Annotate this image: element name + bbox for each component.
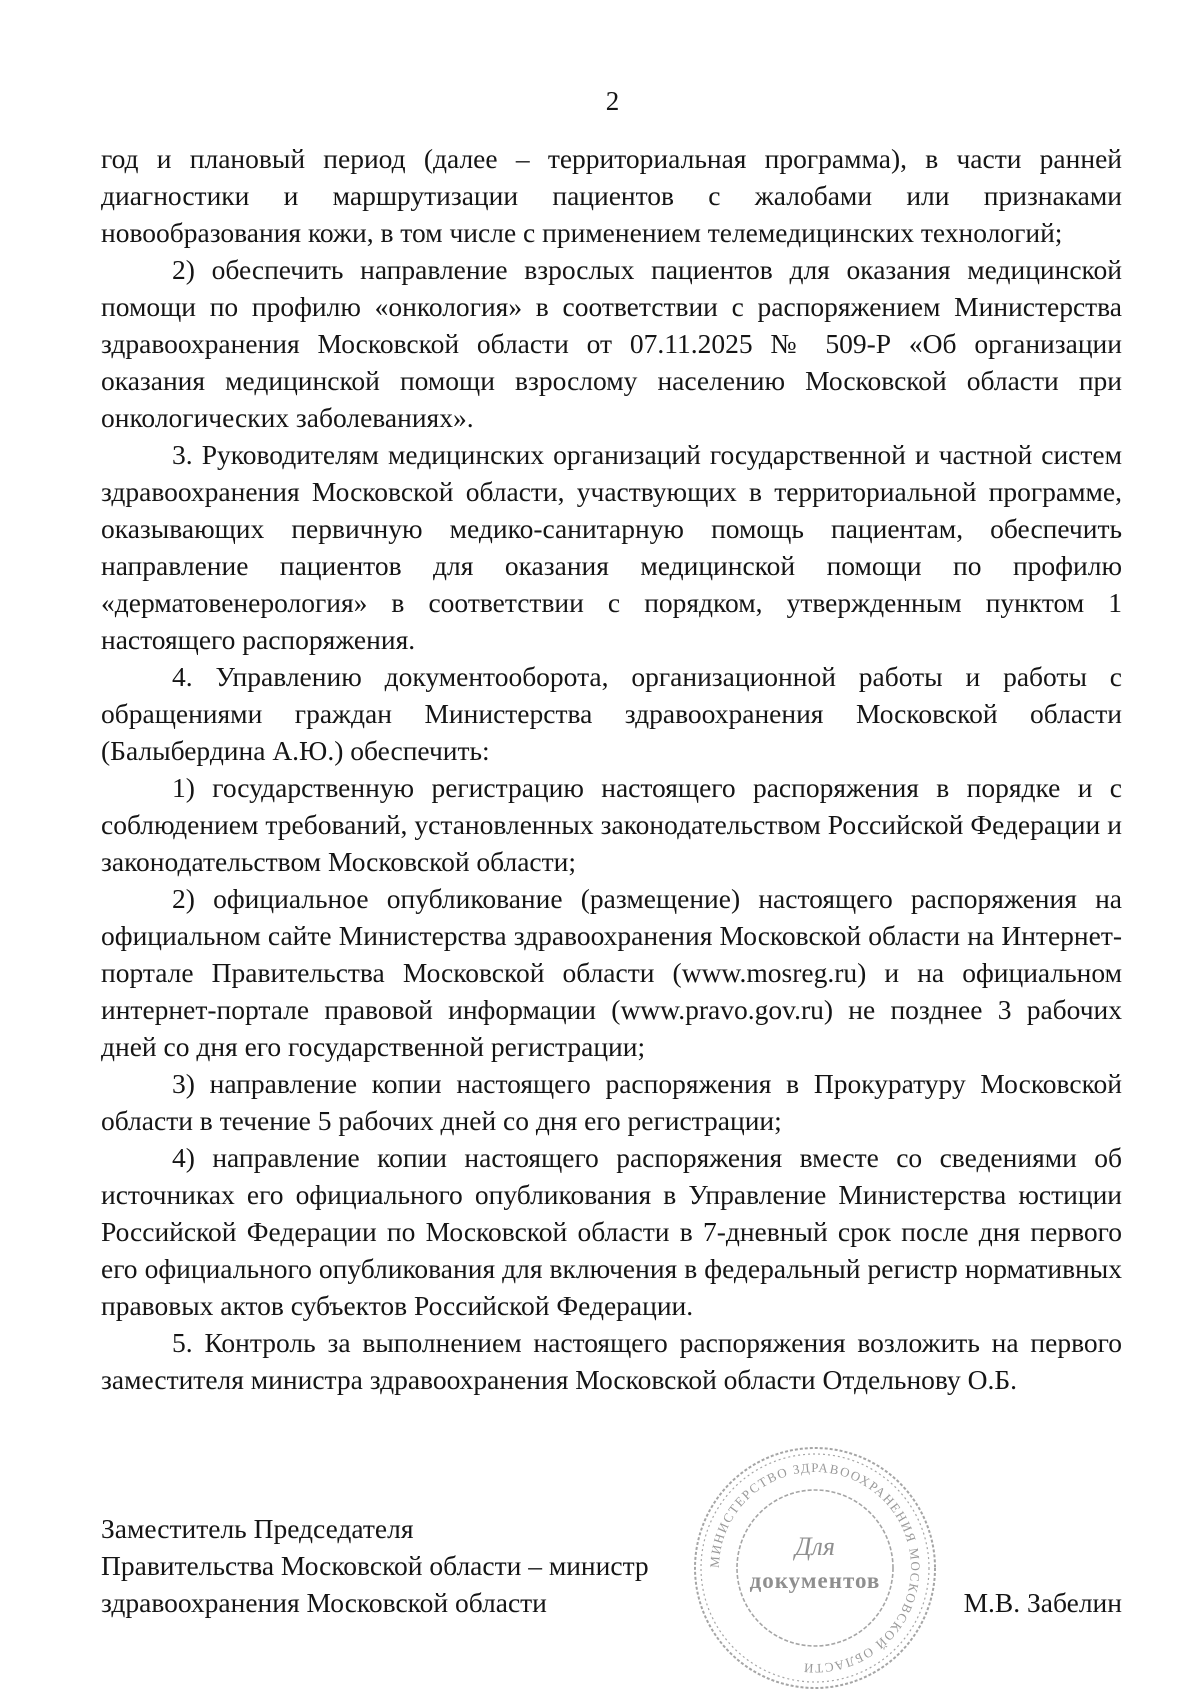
signatory-title [101,1510,701,1621]
stamp-center-line-1: Для [795,1532,835,1561]
stamp-center-line-2: документов [749,1568,881,1593]
paragraph-item-4: 4. Управлению документооборота, организационной работы и работы с обращениями граждан Министерства здравоохранения Московской области (Балыбердина А.Ю.) обеспечить: [101,661,1122,766]
paragraph-item-3: 3. Руководителям медицинских организаций государственной и частной систем здравоохранения Московской области, участвующих в территориальной программе, оказывающих первичную медико-санитарную помощь пациентам, обеспечить направление пациентов для оказания медицинской помощи по профилю «дерматовенерология» в соответствии с порядком, утвержденным пунктом 1 настоящего распоряжения. [101,439,1122,655]
page-number: 2 [605,86,620,116]
paragraph-item-4-1: 1) государственную регистрацию настоящего распоряжения в порядке и с соблюдением требований, установленных законодательством Российской Федерации и законодательством Московской области; [101,772,1122,877]
paragraph-item-4-3: 3) направление копии настоящего распоряжения в Прокуратуру Московской области в течение 5 рабочих дней со дня его регистрации; [101,1068,1122,1136]
signatory-title-line: здравоохранения Московской области [101,1587,547,1618]
paragraph-continuation: год и плановый период (далее – территориальная программа), в части ранней диагностики и маршрутизации пациентов с жалобами или признаками новообразования кожи, в том числе с применением телемедицинских технологий; [101,143,1122,248]
document-body [101,140,1122,1398]
paragraph-item-4-4: 4) направление копии настоящего распоряжения вместе со сведениями об источниках его официального опубликования в Управление Министерства юстиции Российской Федерации по Московской области в 7-дневный срок после дня первого его официального опубликования для включения в федеральный регистр нормативных правовых актов субъектов Российской Федерации. [101,1142,1122,1321]
paragraph-item-4-2: 2) официальное опубликование (размещение) настоящего распоряжения на официальном сайте Министерства здравоохранения Московской области на Интернет-портале Правительства Московской области (www.mosreg.ru) и на официальном интернет-портале правовой информации (www.pravo.gov.ru) не позднее 3 рабочих дней со дня его государственной регистрации; [101,883,1122,1062]
stamp-ring-text-path: МИНИСТЕРСТВО ЗДРАВООХРАНЕНИЯ МОСКОВСКОЙ ОБЛАСТИ [706,1459,924,1677]
signatory-title-line: Правительства Московской области – министр [101,1550,649,1581]
signatory-name: М.В. Забелин [963,1587,1122,1618]
paragraph-item-2-2: 2) обеспечить направление взрослых пациентов для оказания медицинской помощи по профилю «онкология» в соответствии с распоряжением Министерства здравоохранения Московской области от 07.11.2025 № 509-Р «Об организации оказания медицинской помощи взрослому населению Московской области при онкологических заболеваниях». [101,254,1122,433]
official-seal-stamp [680,1438,950,1698]
paragraph-item-5: 5. Контроль за выполнением настоящего распоряжения возложить на первого заместителя министра здравоохранения Московской области Отдельнову О.Б. [101,1327,1122,1395]
signature-block [101,1510,1122,1640]
signatory-title-line: Заместитель Председателя [101,1513,414,1544]
